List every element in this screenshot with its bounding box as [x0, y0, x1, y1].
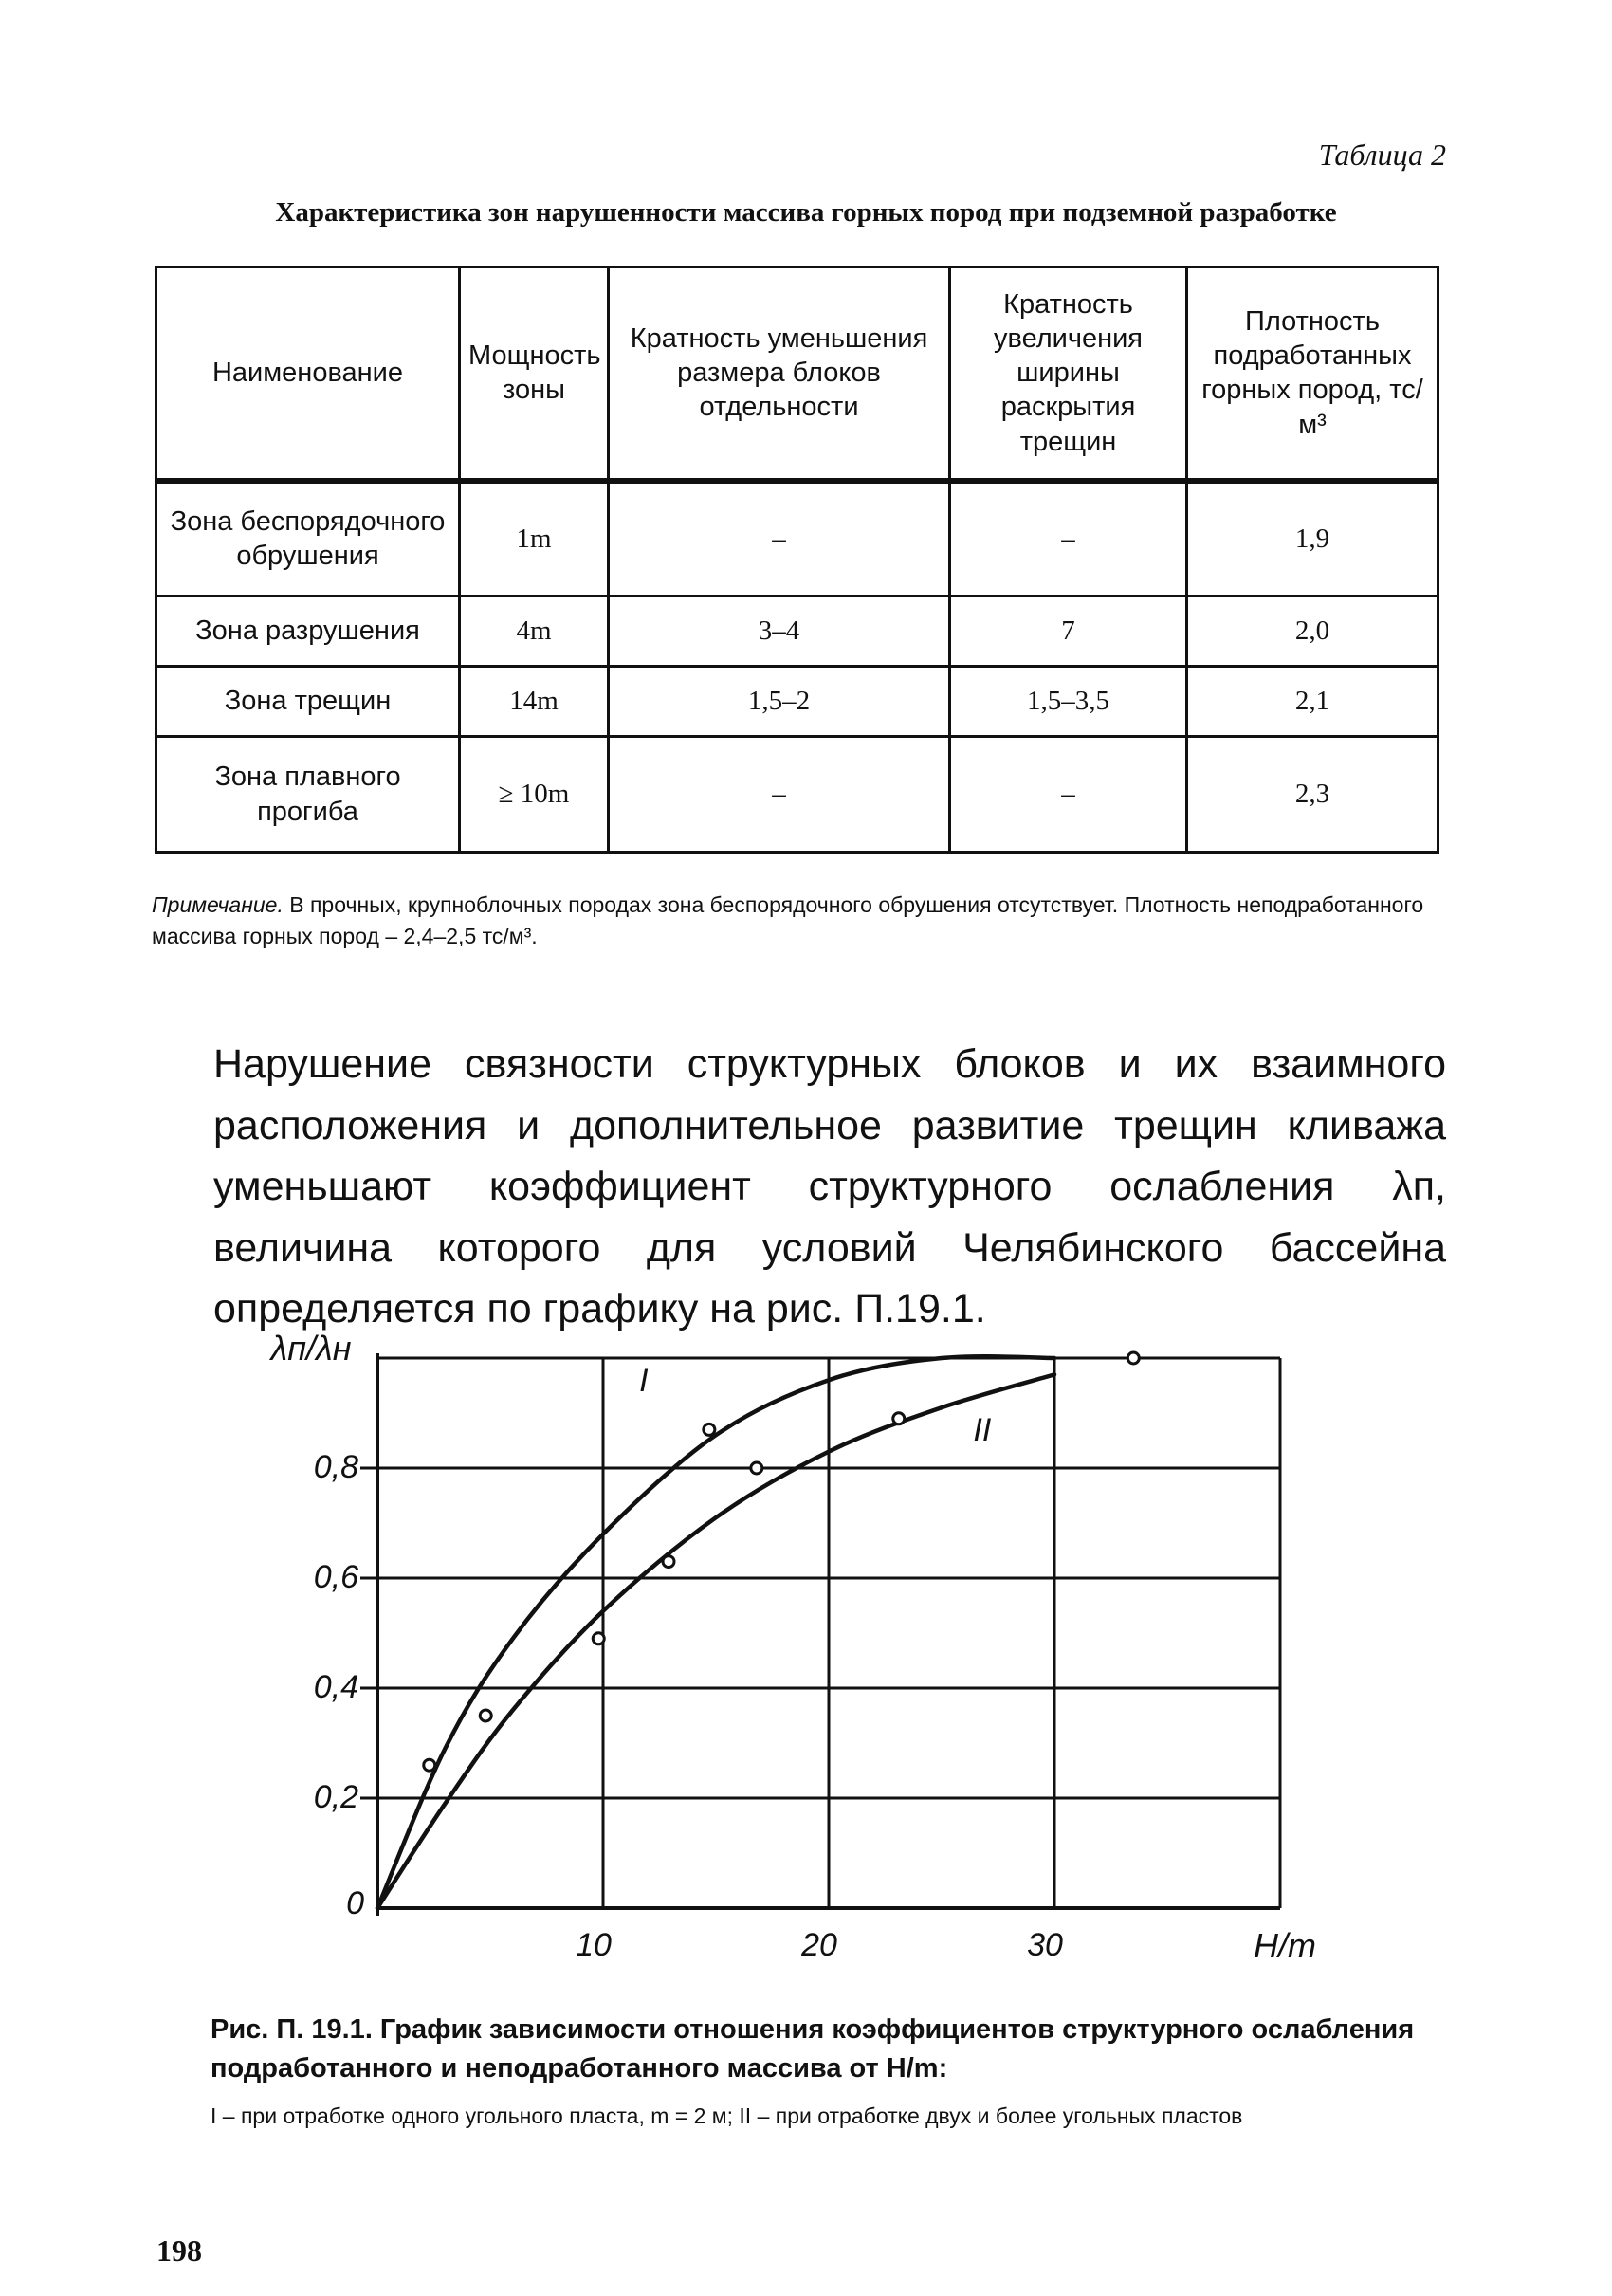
y-tick-label: 0,2: [313, 1779, 358, 1815]
cell-block-reduction: –: [609, 481, 950, 597]
cell-density: 1,9: [1187, 481, 1438, 597]
data-point: [704, 1424, 715, 1435]
x-tick-label: 10: [576, 1927, 612, 1963]
series-label-2: II: [973, 1412, 992, 1448]
cell-density: 2,0: [1187, 597, 1438, 667]
cell-crack-increase: 1,5–3,5: [950, 667, 1187, 737]
chart-points: [424, 1352, 1140, 1771]
header-crack-increase: Кратность увеличения ширины раскрытия трещин: [950, 267, 1187, 481]
cell-block-reduction: 3–4: [609, 597, 950, 667]
note-label: Примечание.: [152, 892, 284, 917]
caption-title: Рис. П. 19.1. График зависимости отношения коэффициентов структурного ослабления подработанного и неподработанного массива от H/m:: [211, 2014, 1415, 2084]
zones-table: [155, 266, 1439, 854]
cell-density: 2,1: [1187, 667, 1438, 737]
cell-name: Зона беспорядочного обрушения: [156, 481, 460, 597]
table-title: Характеристика зон нарушенности массива горных пород при подземной разработке: [275, 197, 1337, 228]
chart-grid: [360, 1358, 1280, 1908]
data-point: [424, 1759, 435, 1771]
table-row: [156, 667, 1438, 737]
x-tick-label: 20: [801, 1927, 837, 1963]
table-row: [156, 481, 1438, 597]
table-label: Таблица 2: [1318, 138, 1446, 172]
y-axis-label: λп/λн: [270, 1329, 352, 1368]
x-tick-label: 30: [1027, 1927, 1063, 1963]
table-note: [152, 890, 1456, 953]
cell-thickness: 4m: [460, 597, 609, 667]
cell-crack-increase: 7: [950, 597, 1187, 667]
header-thickness: Мощность зоны: [460, 267, 609, 481]
y-tick-label: 0,4: [313, 1669, 358, 1705]
header-name: Наименование: [156, 267, 460, 481]
cell-block-reduction: 1,5–2: [609, 667, 950, 737]
series-line-2: [377, 1374, 1054, 1908]
note-text: В прочных, крупноблочных породах зона беспорядочного обрушения отсутствует. Плотность неподработанного массива горных пород – 2,4–2,5 тс/м³.: [152, 892, 1424, 949]
chart-labels: [268, 1329, 1316, 1965]
chart-axes: [377, 1353, 1280, 1916]
cell-density: 2,3: [1187, 737, 1438, 853]
data-point: [663, 1556, 674, 1568]
body-paragraph: Нарушение связности структурных блоков и их взаимного расположения и дополнительное развитие трещин кливажа уменьшают коэффициент структурного ослабления λп, величина которого для условий Челябинского бассейна определяется по графику на рис. П.19.1.: [213, 1041, 1446, 1332]
cell-thickness: 14m: [460, 667, 609, 737]
data-point: [1127, 1352, 1139, 1364]
y-tick-label: 0,8: [313, 1449, 358, 1485]
table-header-row: [156, 267, 1438, 481]
cell-crack-increase: –: [950, 481, 1187, 597]
series-label-1: I: [639, 1362, 649, 1399]
header-block-reduction: Кратность уменьшения размера блоков отдельности: [609, 267, 950, 481]
cell-name: Зона плавного прогиба: [156, 737, 460, 853]
y-tick-label: 0,6: [313, 1559, 358, 1595]
data-point: [893, 1413, 905, 1424]
figure-caption: [211, 2011, 1443, 2131]
cell-thickness: 1m: [460, 481, 609, 597]
cell-thickness: ≥ 10m: [460, 737, 609, 853]
x-axis-label: H/m: [1254, 1926, 1316, 1965]
cell-crack-increase: –: [950, 737, 1187, 853]
data-point: [751, 1462, 762, 1474]
series-line-1: [377, 1356, 1054, 1908]
table-row: [156, 737, 1438, 853]
cell-name: Зона разрушения: [156, 597, 460, 667]
table-row: [156, 597, 1438, 667]
chart-series: [377, 1356, 1054, 1908]
cell-name: Зона трещин: [156, 667, 460, 737]
data-point: [593, 1633, 604, 1644]
page-number: 198: [156, 2233, 202, 2268]
origin-label: 0: [346, 1885, 364, 1921]
caption-subtitle: I – при отработке одного угольного пласта, m = 2 м; II – при отработке двух и более угольных пластов: [211, 2103, 1243, 2129]
data-point: [480, 1710, 491, 1721]
header-density: Плотность подработанных горных пород, тс/м³: [1187, 267, 1438, 481]
cell-block-reduction: –: [609, 737, 950, 853]
